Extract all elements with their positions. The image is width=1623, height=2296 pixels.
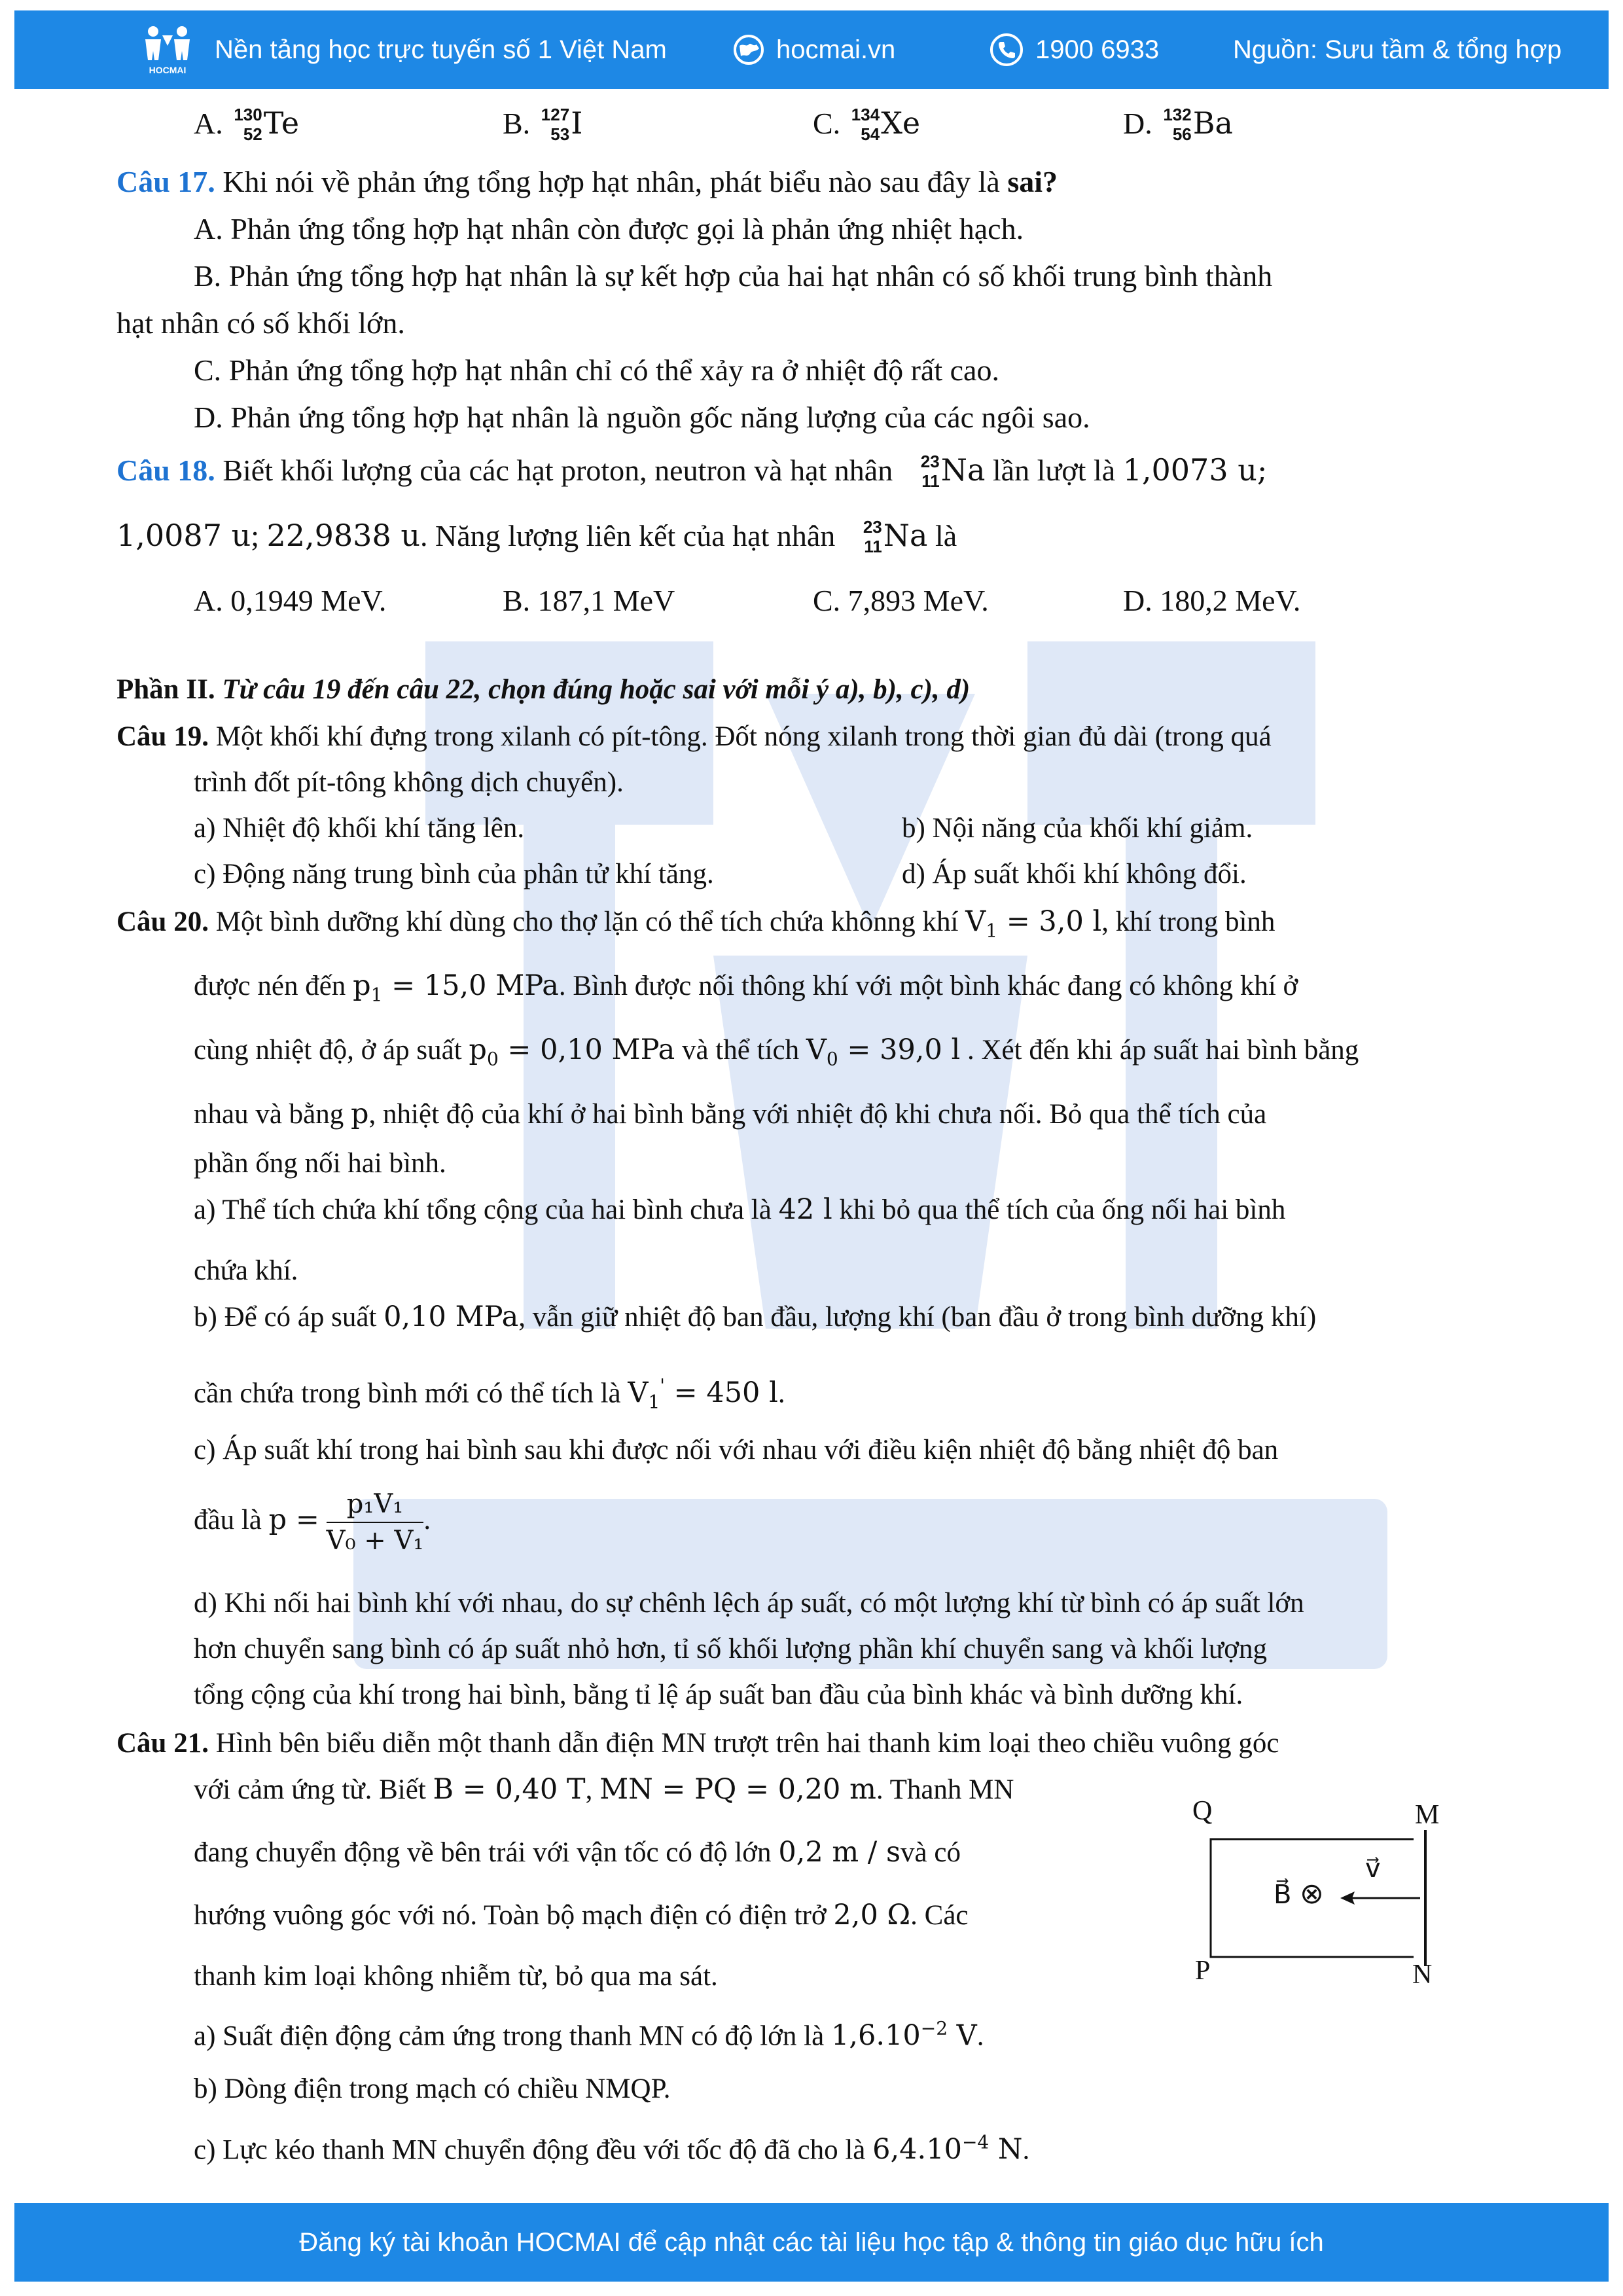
q20-item-d: d) Khi nối hai bình khí với nhau, do sự chênh lệch áp suất, có một lượng khí từ bình có áp suất lớn bbox=[194, 1588, 1304, 1619]
q17-option-a: A. Phản ứng tổng hợp hạt nhân còn được gọi là phản ứng nhiệt hạch. bbox=[194, 212, 1024, 245]
q20-line-3: cùng nhiệt độ, ở áp suất $p_0 = 0,10$ MPa và thể tích $V_0 = 39,0$ l . Xét đến khi áp suất hai bình bằng bbox=[194, 1033, 1359, 1070]
q21-item-b: b) Dòng điện trong mạch có chiều NMQP. bbox=[194, 2073, 671, 2104]
q20-line-4: nhau và bằng p, nhiệt độ của khí ở hai bình bằng với nhiệt độ khi chưa nối. Bỏ qua thể tích của bbox=[194, 1098, 1267, 1130]
q20-item-b: b) Để có áp suất 0,10 MPa, vẫn giữ nhiệt độ ban đầu, lượng khí (ban đầu ở trong bình dưỡng khí) bbox=[194, 1300, 1317, 1333]
q21-line-5: thanh kim loại không nhiễm từ, bỏ qua ma sát. bbox=[194, 1961, 718, 1992]
label-q: Q bbox=[1192, 1796, 1213, 1826]
q20-item-c: c) Áp suất khí trong hai bình sau khi được nối với nhau với điều kiện nhiệt độ bằng nhiệt độ ban bbox=[194, 1435, 1279, 1465]
q20-item-a: a) Thể tích chứa khí tổng cộng của hai bình chưa là 42 l khi bỏ qua thể tích của ống nối hai bình bbox=[194, 1193, 1286, 1226]
q18-option-c: C. 7,893 MeV. bbox=[813, 584, 989, 617]
isotope-notation: 134 54 bbox=[851, 105, 880, 144]
question-label: Câu 21. bbox=[116, 1728, 209, 1759]
q21-item-c: c) Lực kéo thanh MN chuyển động đều với tốc độ đã cho là $6,4.10^{-4}$ N. bbox=[194, 2132, 1030, 2166]
magnetic-field-label: B⃗ bbox=[1274, 1880, 1292, 1909]
q19-stem-cont: trình đốt pít-tông không dịch chuyển). bbox=[194, 767, 624, 798]
question-label: Câu 17. bbox=[116, 165, 215, 198]
q16-option-b: B. 127 53 I bbox=[503, 105, 583, 144]
q18-option-a: A. 0,1949 MeV. bbox=[194, 584, 387, 617]
q16-option-a: A. 130 52 Te bbox=[194, 105, 300, 144]
website-link[interactable] bbox=[733, 10, 895, 89]
q17-option-b-cont: hạt nhân có số khối lớn. bbox=[116, 306, 405, 340]
q18-stem-cont: 1,0087 u; 22,9838 u. Năng lượng liên kết của hạt nhân 23 11 Na là bbox=[116, 517, 957, 556]
globe-icon bbox=[733, 34, 764, 65]
phone-icon bbox=[990, 33, 1024, 67]
label-n: N bbox=[1412, 1960, 1433, 1990]
header-bar bbox=[14, 10, 1609, 89]
label-p: P bbox=[1195, 1956, 1211, 1986]
velocity-label: v⃗ bbox=[1365, 1854, 1381, 1883]
q21-line-2: với cảm ứng từ. Biết B = 0,40 T, MN = PQ = 0,20 m. Thanh MN bbox=[194, 1773, 1014, 1806]
website-text: hocmai.vn bbox=[776, 35, 896, 64]
q16-option-c: C. 134 54 Xe bbox=[813, 105, 921, 144]
q21-line-3: đang chuyển động về bên trái với vận tốc có độ lớn 0,2 m / svà có bbox=[194, 1836, 961, 1869]
q17-option-b: B. Phản ứng tổng hợp hạt nhân là sự kết hợp của hai hạt nhân có số khối trung bình thành bbox=[194, 259, 1273, 293]
field-into-page-icon: ⊗ bbox=[1300, 1878, 1324, 1910]
q19-item-a: a) Nhiệt độ khối khí tăng lên. bbox=[194, 813, 525, 844]
q20-line-1: Câu 20. Một bình dưỡng khí dùng cho thợ lặn có thể tích chứa khônng khí $V_1 = 3,0$ l, khí trong bình bbox=[116, 905, 1275, 942]
q20-line-2: được nén đến $p_1 = 15,0$ MPa. Bình được nối thông khí với một bình khác đang có không khí ở bbox=[194, 969, 1298, 1006]
q18-option-b: B. 187,1 MeV bbox=[503, 584, 675, 617]
svg-text:HOCMAI: HOCMAI bbox=[149, 65, 187, 75]
question-label: Câu 19. bbox=[116, 721, 209, 752]
header-source: Nguồn: Sưu tầm & tổng hợp bbox=[1233, 35, 1562, 64]
phone-link[interactable] bbox=[990, 10, 1159, 89]
label-m: M bbox=[1415, 1800, 1440, 1830]
q20-item-a-cont: chứa khí. bbox=[194, 1255, 298, 1286]
footer-banner[interactable]: Đăng ký tài khoản HOCMAI để cập nhật các tài liệu học tập & thông tin giáo dục hữu ích bbox=[14, 2203, 1609, 2282]
pressure-formula: $\frac{\text{p₁V₁}}{\text{V₀ + V₁}}$ bbox=[327, 1486, 424, 1558]
q17-option-d: D. Phản ứng tổng hợp hạt nhân là nguồn gốc năng lượng của các ngôi sao. bbox=[194, 401, 1090, 434]
q21-line-4: hướng vuông góc với nó. Toàn bộ mạch điện có điện trở 2,0 Ω. Các bbox=[194, 1899, 969, 1931]
hocmai-logo-icon bbox=[136, 22, 199, 77]
q20-item-d-cont-1: hơn chuyển sang bình có áp suất nhỏ hơn, tỉ số khối lượng phần khí chuyển sang và khối lượng bbox=[194, 1634, 1267, 1664]
header-slogan: Nền tảng học trực tuyến số 1 Việt Nam bbox=[215, 35, 667, 64]
q19-item-b: b) Nội năng của khối khí giảm. bbox=[902, 813, 1253, 844]
question-label: Câu 18. bbox=[116, 454, 215, 487]
q21-item-a: a) Suất điện động cảm ứng trong thanh MN có độ lớn là $1,6.10^{-2}$ V. bbox=[194, 2018, 984, 2053]
part-2-heading: Phần II. Từ câu 19 đến câu 22, chọn đúng hoặc sai với mỗi ý a), b), c), d) bbox=[116, 674, 971, 705]
q19-item-d: d) Áp suất khối khí không đổi. bbox=[902, 859, 1247, 889]
phone-text: 1900 6933 bbox=[1035, 35, 1160, 64]
isotope-notation: 127 53 bbox=[541, 105, 570, 144]
q20-line-5: phần ống nối hai bình. bbox=[194, 1148, 446, 1179]
isotope-notation: 132 56 bbox=[1163, 105, 1192, 144]
q17-option-c: C. Phản ứng tổng hợp hạt nhân chỉ có thể xảy ra ở nhiệt độ rất cao. bbox=[194, 353, 999, 387]
q20-item-b-cont: cần chứa trong bình mới có thể tích là $V_1' = 450$ l. bbox=[194, 1375, 785, 1413]
q19-item-c: c) Động năng trung bình của phân tử khí tăng. bbox=[194, 859, 714, 889]
question-label: Câu 20. bbox=[116, 906, 209, 937]
q20-item-d-cont-2: tổng cộng của khí trong hai bình, bằng tỉ lệ áp suất ban đầu của bình khác và bình dưỡng khí. bbox=[194, 1679, 1243, 1710]
q16-option-d: D. 132 56 Ba bbox=[1123, 105, 1233, 144]
isotope-notation: 130 52 bbox=[234, 105, 262, 144]
q19-stem: Câu 19. Một khối khí đựng trong xilanh có pít-tông. Đốt nóng xilanh trong thời gian đủ dài (trong quá bbox=[116, 721, 1272, 752]
q18-option-d: D. 180,2 MeV. bbox=[1123, 584, 1301, 617]
q18-stem: Câu 18. Biết khối lượng của các hạt proton, neutron và hạt nhân 23 11 Na lần lượt là 1,0073 u; bbox=[116, 452, 1268, 491]
circuit-figure bbox=[1178, 1787, 1466, 2003]
q20-item-c-cont: đầu là p = $\frac{\text{p₁V₁}}{\text{V₀ + V₁}}$ . bbox=[194, 1479, 431, 1560]
q21-line-1: Câu 21. Hình bên biểu diễn một thanh dẫn điện MN trượt trên hai thanh kim loại theo chiều vuông góc bbox=[116, 1728, 1279, 1759]
q17-stem: Câu 17. Khi nói về phản ứng tổng hợp hạt nhân, phát biểu nào sau đây là sai? bbox=[116, 165, 1058, 198]
